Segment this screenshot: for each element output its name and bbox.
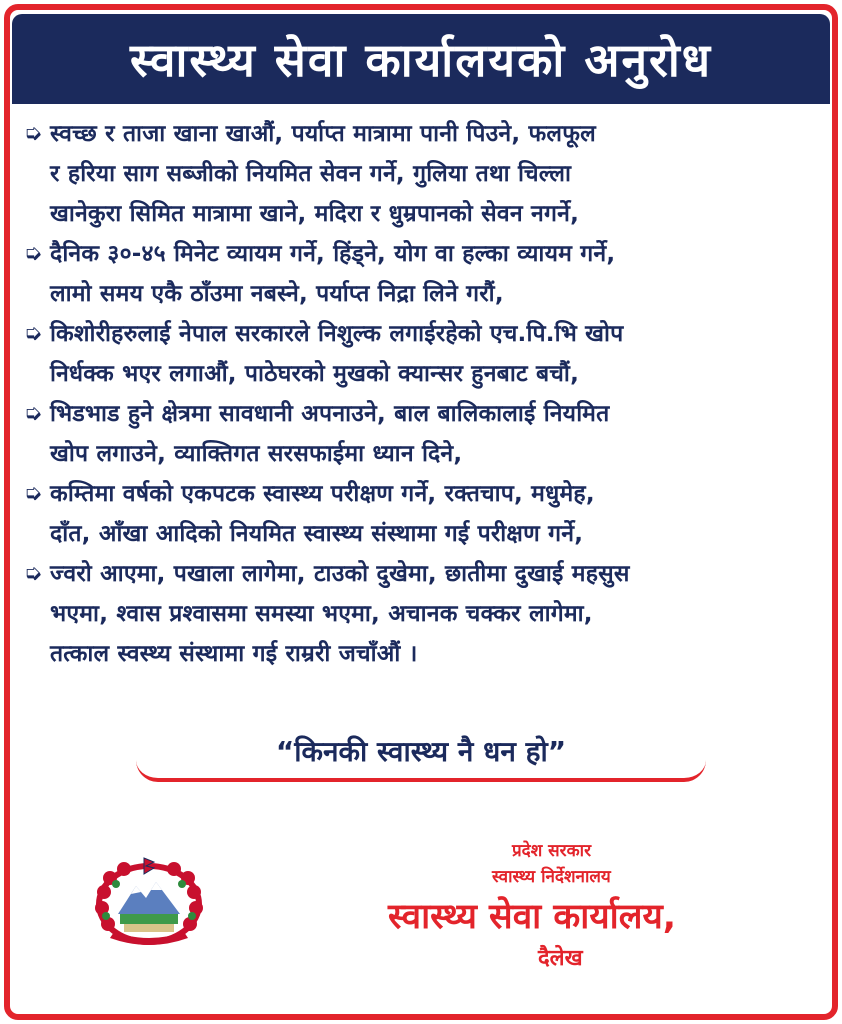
nepal-emblem-icon [84, 852, 214, 952]
arrow-bullet-icon: ➭ [23, 481, 43, 506]
list-item-text [50, 394, 816, 474]
list-item-line: कम्तिमा वर्षको एकपटक स्वास्थ्य परीक्षण गर्ने, रक्तचाप, मधुमेह, [50, 481, 595, 507]
list-item [16, 314, 816, 394]
district-name: दैलेख [538, 946, 583, 971]
arrow-bullet-icon: ➭ [23, 401, 43, 426]
list-item-line: खोप लगाउने, व्याक्तिगत सरसफाईमा ध्यान दिने, [50, 441, 463, 467]
list-item [16, 474, 816, 554]
health-office-name: स्वास्थ्य सेवा कार्यालय, [388, 897, 677, 937]
list-item-line: र हरिया साग सब्जीको नियमित सेवन गर्ने, गुलिया तथा चिल्ला [50, 161, 572, 187]
list-item-line: तत्काल स्वस्थ्य संस्थामा गई राम्ररी जचाँऔं । [50, 641, 418, 667]
page-title: स्वास्थ्य सेवा कार्यालयको अनुरोध [129, 33, 713, 87]
list-item-line: ज्वरो आएमा, पखाला लागेमा, टाउको दुखेमा, छातीमा दुखाई महसुस [50, 561, 630, 587]
list-item-line: निर्धक्क भएर लगाऔं, पाठेघरको मुखको क्यान्सर हुनबाट बचौं, [50, 361, 580, 387]
list-item [16, 234, 816, 314]
list-item-line: दाँत, आँखा आदिको नियमित स्वास्थ्य संस्थामा गई परीक्षण गर्ने, [50, 521, 584, 547]
arrow-bullet-icon: ➭ [23, 321, 43, 346]
list-item-text [50, 234, 816, 314]
arrow-bullet-icon: ➭ [23, 561, 43, 586]
list-item-line: स्वच्छ र ताजा खाना खाऔं, पर्याप्त मात्रामा पानी पिउने, फलफूल [50, 121, 596, 147]
list-item-line: लामो समय एकै ठाँउमा नबस्ने, पर्याप्त निद्रा लिने गरौं, [50, 281, 504, 307]
slogan-banner [136, 724, 706, 782]
health-directorate: स्वास्थ्य निर्देशनालय [492, 867, 611, 887]
list-item-text [50, 314, 816, 394]
list-item [16, 554, 816, 674]
header-banner [12, 14, 830, 104]
issuer-block [360, 838, 800, 978]
list-item-line: दैनिक ३०-४५ मिनेट व्यायम गर्ने, हिंड्ने, योग वा हल्का व्यायम गर्ने, [50, 241, 616, 267]
province-government: प्रदेश सरकार [512, 841, 592, 861]
list-item-line: भिडभाड हुने क्षेत्रमा सावधानी अपनाउने, बाल बालिकालाई नियमित [50, 401, 610, 427]
request-list [16, 114, 816, 674]
slogan-text: “किनकी स्वास्थ्य नै धन हो” [275, 735, 567, 768]
arrow-bullet-icon: ➭ [23, 241, 43, 266]
list-item-line: भएमा, श्वास प्रश्वासमा समस्या भएमा, अचानक चक्कर लागेमा, [50, 601, 593, 627]
list-item-line: खानेकुरा सिमित मात्रामा खाने, मदिरा र धुम्रपानको सेवन नगर्ने, [50, 201, 580, 227]
list-item-text [50, 474, 816, 554]
list-item-line: किशोरीहरुलाई नेपाल सरकारले निशुल्क लगाईरहेको एच.पि.भि खोप [50, 321, 624, 347]
list-item [16, 114, 816, 234]
list-item [16, 394, 816, 474]
arrow-bullet-icon: ➭ [23, 121, 43, 146]
list-item-text [50, 554, 816, 674]
list-item-text [50, 114, 816, 234]
